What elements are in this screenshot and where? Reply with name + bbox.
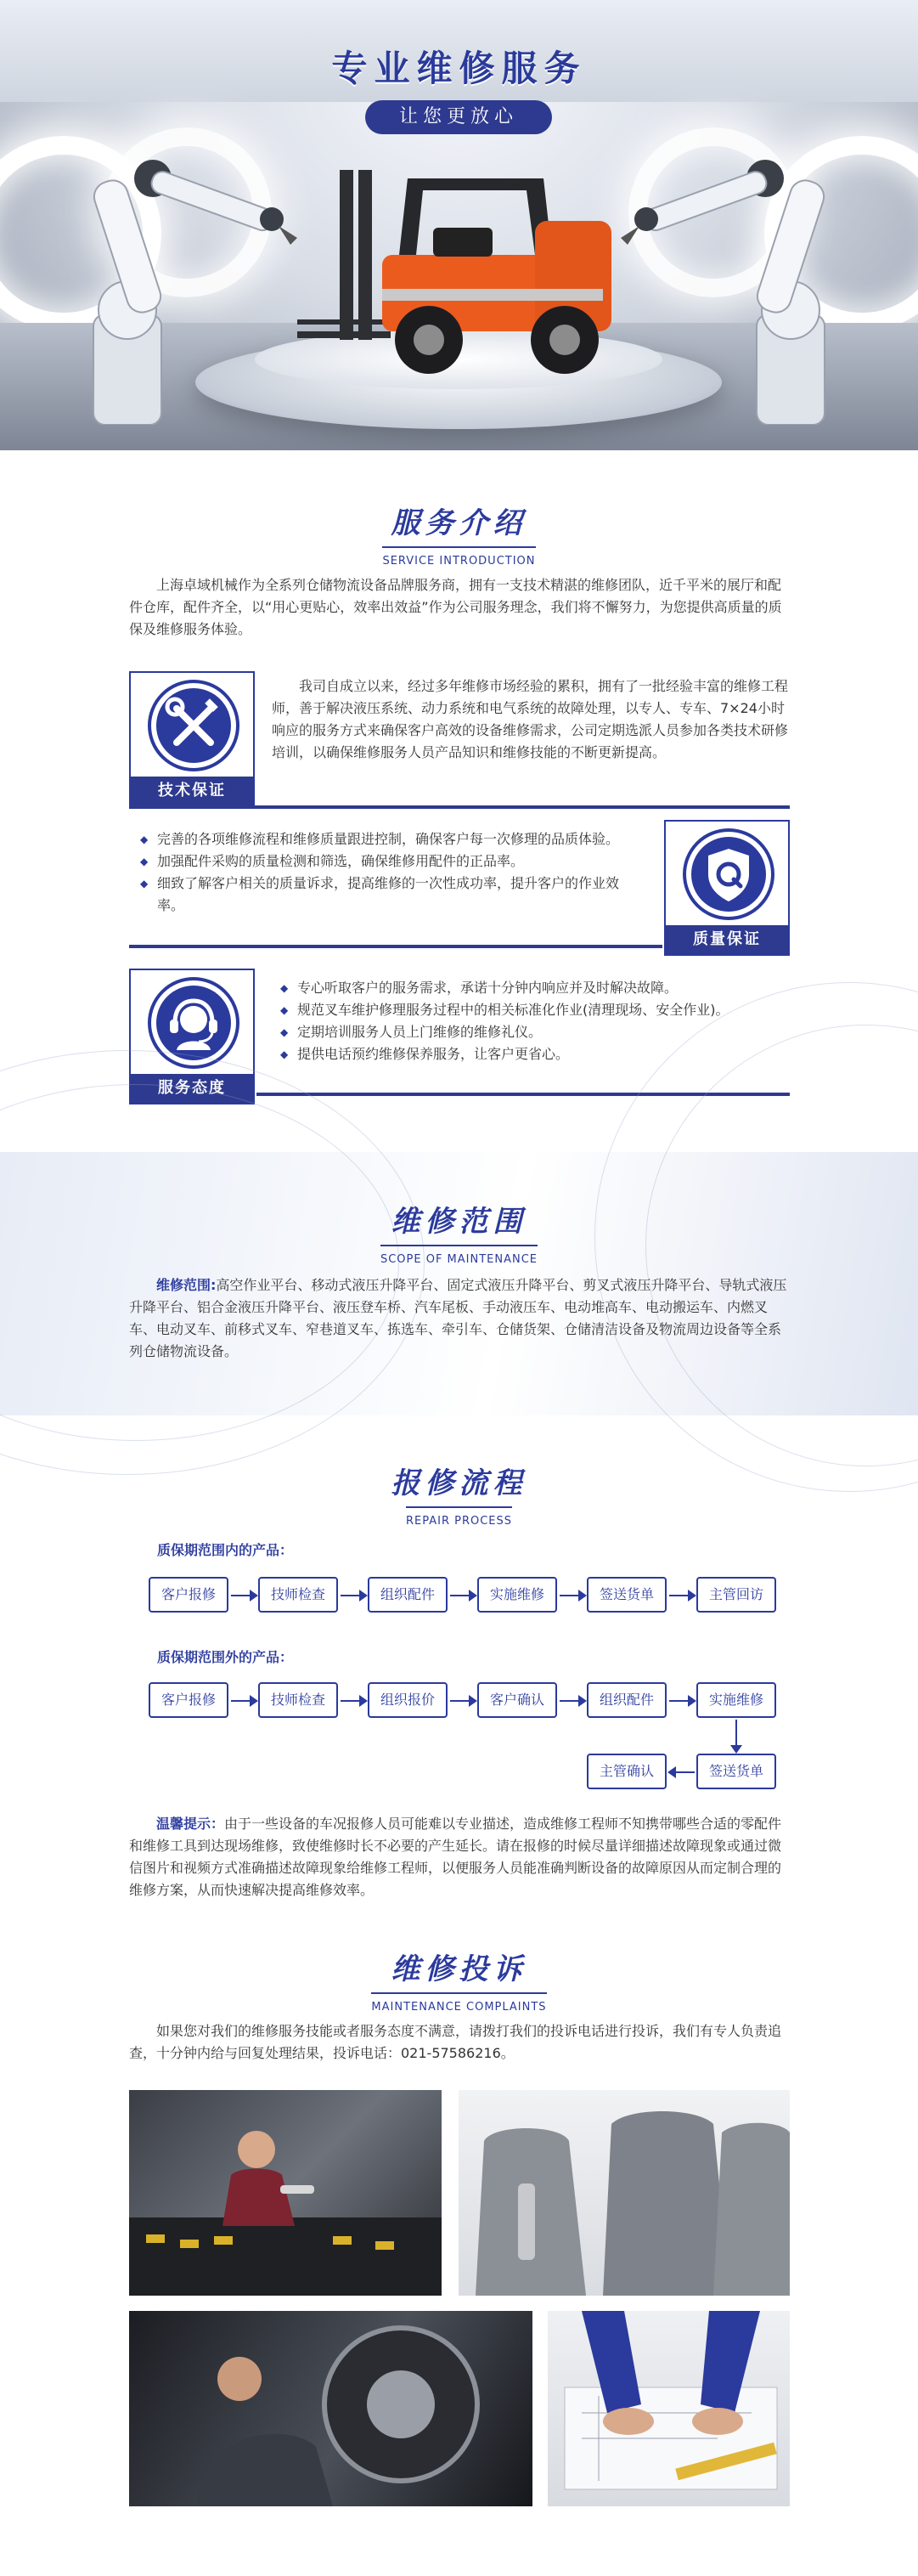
flow-step: 主管回访 xyxy=(696,1577,776,1613)
complaint-paragraph: 如果您对我们的维修服务技能或者服务态度不满意，请拨打我们的投诉电话进行投诉，我们有专人负责追查，十分钟内给与回复处理结果，投诉电话：021-57586216。 xyxy=(129,2023,782,2061)
headset-icon xyxy=(156,986,231,1060)
quality-item: ◆ 完善的各项维修流程和维修质量跟进控制，确保客户每一次修理的品质体验。 xyxy=(140,828,633,850)
flow-step: 客户报修 xyxy=(149,1577,228,1613)
tech-divider xyxy=(129,805,790,809)
photo-brake-repair xyxy=(129,2311,532,2506)
flow-arrow xyxy=(341,1595,366,1596)
flow-step: 客户报修 xyxy=(149,1682,228,1718)
process-section-title xyxy=(0,1460,918,1528)
quality-divider xyxy=(129,945,662,948)
tip-text: 由于一些设备的车况报修人员可能难以专业描述，造成维修工程师不知携带哪些合适的零配件和维修工具到达现场维修，致使维修时长不必要的产生延长。请在报修的时候尽量详细描述故障现象或通过微信图片和视频方式准确描述故障现象给维修工程师，以便服务人员能准确判断设备的故障原因从而定制合理的维修方案，从而快速解决提高维修效率。 xyxy=(129,1816,782,1898)
technician-illustration xyxy=(129,2090,442,2296)
quality-list xyxy=(140,828,633,917)
photo-blueprint-measure xyxy=(548,2311,790,2506)
mechanics-illustration xyxy=(459,2090,790,2296)
robot-arm-left xyxy=(59,144,314,425)
photo-mechanics-team xyxy=(459,2090,790,2296)
attitude-item: ◆ 定期培训服务人员上门维修的维修礼仪。 xyxy=(280,1021,790,1043)
scope-key: 维修范围: xyxy=(156,1277,217,1293)
flow-arrow xyxy=(450,1595,476,1596)
tech-guarantee-text: 我司自成立以来，经过多年维修市场经验的累积，拥有了一批经验丰富的维修工程师，善于解决液压系统、动力系统和电气系统的故障处理，以专人、专车、7×24小时响应的服务方式来确保客户高效的设备维修需求，公司定期选派人员参加各类技术研修培训，以确保维修服务人员产品知识和维修技能的不断更新提高。 xyxy=(272,678,789,760)
scope-text: 高空作业平台、移动式液压升降平台、固定式液压升降平台、剪叉式液压升降平台、导轨式液压升降平台、铝合金液压升降平台、液压登车桥、汽车尾板、手动液压车、电动堆高车、电动搬运车、内燃叉车、电动叉车、前移式叉车、窄巷道叉车、拣选车、牵引车、仓储货架、仓储清洁设备及物流周边设备等全系列仓储物流设备。 xyxy=(129,1277,787,1359)
quality-item: ◆ 加强配件采购的质量检测和筛选，确保维修用配件的正品率。 xyxy=(140,850,633,873)
tip-key: 温馨提示： xyxy=(156,1816,225,1832)
in-warranty-label: 质保期范围内的产品： xyxy=(157,1542,294,1558)
flow-step: 签送货单 xyxy=(587,1577,667,1613)
robot-arm-right xyxy=(604,144,859,425)
quality-guarantee-card xyxy=(664,820,790,956)
intro-section-title xyxy=(0,500,918,568)
complaint-title-en: MAINTENANCE COMPLAINTS xyxy=(371,2001,547,2014)
process-title-en: REPAIR PROCESS xyxy=(405,1515,513,1528)
process-title: 报修流程 xyxy=(391,1466,527,1500)
scope-paragraph xyxy=(129,1274,791,1363)
out-warranty-label: 质保期范围外的产品： xyxy=(157,1649,294,1665)
flow-step: 签送货单 xyxy=(696,1754,776,1789)
complaint-section-title xyxy=(0,1946,918,2014)
intro-paragraph: 上海卓域机械作为全系列仓储物流设备品牌服务商，拥有一支技术精湛的维修团队，近千平米的展厅和配件仓库，配件齐全，以“用心更贴心，效率出效益”作为公司服务理念，我们将不懈努力，为您提供高质量的质保及维修服务体验。 xyxy=(129,577,782,637)
flow-step: 客户确认 xyxy=(477,1682,557,1718)
flow-step: 实施维修 xyxy=(696,1682,776,1718)
intro-title-en: SERVICE INTRODUCTION xyxy=(382,555,536,568)
flow-arrow-left xyxy=(669,1771,695,1773)
flow-arrow-down xyxy=(735,1720,737,1752)
flow-arrow xyxy=(450,1700,476,1702)
hero-subtitle: 让您更放心 xyxy=(365,100,552,134)
hero-banner xyxy=(0,0,918,450)
scope-title-en: SCOPE OF MAINTENANCE xyxy=(380,1253,538,1266)
process-tip xyxy=(129,1813,791,1901)
flow-arrow xyxy=(231,1700,256,1702)
flow-arrow xyxy=(341,1700,366,1702)
intro-title: 服务介绍 xyxy=(391,506,527,540)
quality-guarantee-label: 质量保证 xyxy=(666,925,788,954)
quality-item: ◆ 细致了解客户相关的质量诉求，提高维修的一次性成功率，提升客户的作业效率。 xyxy=(140,873,633,917)
tech-guarantee-card xyxy=(129,671,255,807)
flow-step: 组织配件 xyxy=(368,1577,448,1613)
attitude-item: ◆ 规范叉车维护修理服务过程中的相关标准化作业(清理现场、安全作业)。 xyxy=(280,999,790,1021)
forklift-image xyxy=(280,161,637,382)
scope-title: 维修范围 xyxy=(391,1205,527,1239)
hero-title: 专业维修服务 xyxy=(331,48,587,89)
brake-illustration xyxy=(129,2311,532,2506)
flow-arrow xyxy=(669,1700,695,1702)
flow-arrow xyxy=(560,1700,585,1702)
service-attitude-label: 服务态度 xyxy=(131,1074,253,1103)
attitude-item: ◆ 专心听取客户的服务需求，承诺十分钟内响应并及时解决故障。 xyxy=(280,977,790,999)
flow-arrow xyxy=(669,1595,695,1596)
tech-guarantee-label: 技术保证 xyxy=(131,777,253,805)
attitude-item: ◆ 提供电话预约维修保养服务，让客户更省心。 xyxy=(280,1043,790,1065)
shield-q-icon xyxy=(691,837,766,912)
flow-step: 组织配件 xyxy=(587,1682,667,1718)
blueprint-illustration xyxy=(548,2311,790,2506)
flow-step: 技师检查 xyxy=(258,1682,338,1718)
scope-section-title xyxy=(0,1198,918,1266)
flow-step: 组织报价 xyxy=(368,1682,448,1718)
flow-step: 技师检查 xyxy=(258,1577,338,1613)
flow-step: 实施维修 xyxy=(477,1577,557,1613)
flow-arrow xyxy=(560,1595,585,1596)
flow-arrow xyxy=(231,1595,256,1596)
tools-icon xyxy=(156,688,231,763)
complaint-title: 维修投诉 xyxy=(391,1952,527,1986)
flow-step: 主管确认 xyxy=(587,1754,667,1789)
photo-battery-technician xyxy=(129,2090,442,2296)
